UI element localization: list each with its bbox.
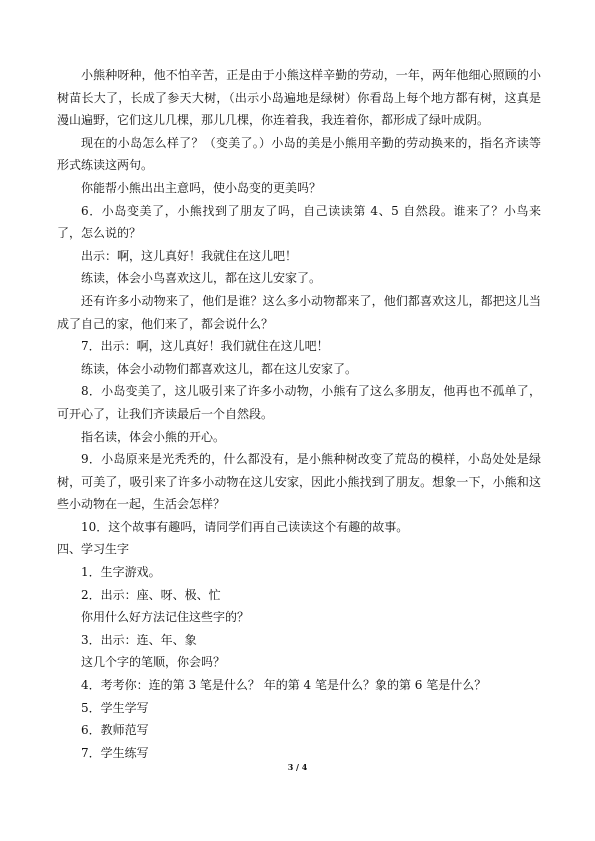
list-item-4: 4．考考你：连的第 3 笔是什么？ 年的第 4 笔是什么？象的第 6 笔是什么？	[81, 678, 487, 693]
list-item-6: 6．教师范写	[81, 723, 149, 738]
paragraph-give-ideas: 你能帮小熊出出主意吗，使小岛变的更美吗？	[81, 180, 322, 195]
list-item-7: 7．学生练写	[81, 745, 149, 760]
page-number: 3 / 4	[287, 762, 308, 772]
paragraph-memory-method: 你用什么好方法记住这些字的？	[81, 610, 250, 625]
list-item-5: 5．学生学写	[81, 700, 149, 715]
paragraph-practice-animals: 练读，体会小动物们都喜欢这儿，都在这儿安家了。	[81, 361, 358, 376]
list-item-1: 1．生字游戏。	[81, 565, 161, 580]
paragraph-step-9: 9．小岛原来是光秃秃的，什么都没有，是小熊种树改变了荒岛的模样，小岛处处是绿树，可美了，吸引来了许多小动物在这儿安家，因此小熊找到了朋友。想象一下，小熊和这些小动物在一起，生活会怎样？	[57, 452, 541, 512]
paragraph-practice-bird: 练读，体会小鸟喜欢这儿，都在这儿安家了。	[81, 271, 322, 286]
paragraph-more-animals: 还有许多小动物来了，他们是谁？这么多小动物都来了，他们都喜欢这儿，都把这儿当成了自己的家，他们来了，都会说什么？	[57, 293, 541, 331]
paragraph-step-6: 6．小岛变美了，小熊找到了朋友了吗，自己读读第 4、5 自然段。谁来了？小鸟来了，怎么说的？	[57, 203, 541, 241]
paragraph-stroke-order: 这几个字的笔顺，你会吗？	[81, 655, 226, 670]
paragraph-step-10: 10．这个故事有趣吗，请同学们再自己读读这个有趣的故事。	[81, 519, 409, 534]
paragraph-island-now: 现在的小岛怎么样了？（变美了。）小岛的美是小熊用辛勤的劳动换来的，指名齐读等形式练读这两句。	[57, 135, 541, 173]
paragraph-read-happy: 指名读，体会小熊的开心。	[81, 429, 226, 444]
paragraph-show-bird: 出示：啊，这儿真好！我就住在这儿吧！	[81, 248, 298, 263]
section-heading-characters: 四、学习生字	[57, 542, 130, 557]
list-item-3: 3．出示：连、年、象	[81, 632, 197, 647]
list-item-2: 2．出示：座、呀、极、忙	[81, 587, 221, 602]
paragraph-step-7: 7．出示：啊，这儿真好！我们就住在这儿吧！	[81, 339, 329, 354]
paragraph-bear-planting: 小熊种呀种，他不怕辛苦，正是由于小熊这样辛勤的劳动，一年，两年他细心照顾的小树苗长大了，长成了参天大树，（出示小岛遍地是绿树）你看岛上每个地方都有树，这真是漫山遍野，它们这儿几棵，那儿几棵，你连着我，我连着你，都形成了绿叶成阴。	[57, 68, 541, 128]
document-body	[57, 64, 541, 764]
paragraph-step-8: 8．小岛变美了，这儿吸引来了许多小动物，小熊有了这么多朋友，他再也不孤单了，可开心了，让我们齐读最后一个自然段。	[57, 384, 541, 421]
